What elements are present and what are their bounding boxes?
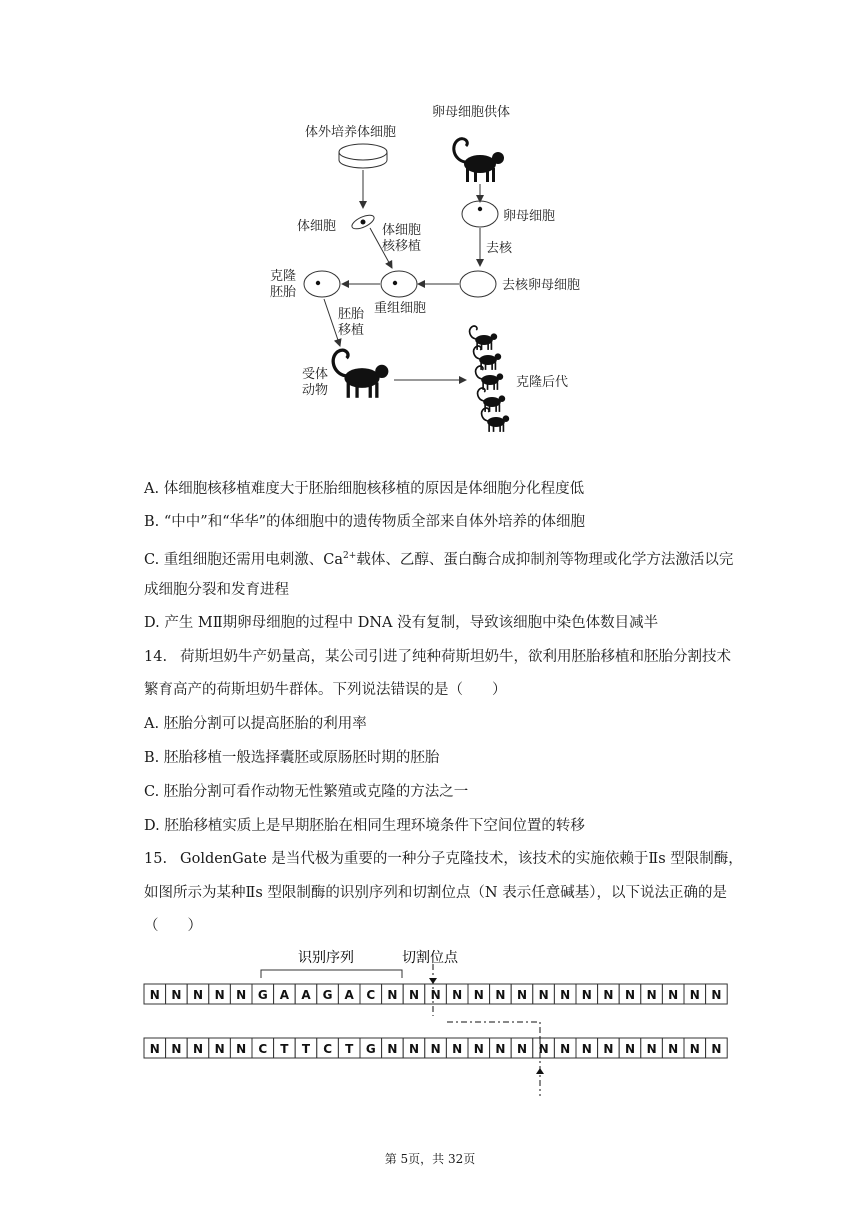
- label-embryo-1: 克隆: [270, 269, 297, 284]
- bottom-cut-arrow-icon: [536, 1068, 544, 1074]
- top-strand-base: A: [301, 988, 311, 1002]
- label-culture: 体外培养体细胞: [305, 125, 397, 140]
- top-strand-base: N: [689, 988, 700, 1002]
- top-strand-base: N: [711, 988, 722, 1002]
- bottom-strand-base: T: [345, 1042, 354, 1056]
- label-nt-1: 体细胞: [382, 223, 422, 238]
- bottom-strand-base: N: [581, 1042, 592, 1056]
- top-strand-base: N: [495, 988, 506, 1002]
- label-et-1: 胚胎: [338, 307, 365, 322]
- top-strand-base: C: [366, 988, 376, 1002]
- label-embryo-2: 胚胎: [270, 285, 297, 300]
- bottom-strand-base: N: [452, 1042, 463, 1056]
- q13-option-c-pre: C. 重组细胞还需用电刺激、Ca: [144, 551, 344, 568]
- label-somatic-cell: 体细胞: [297, 219, 337, 234]
- top-strand-base: G: [257, 988, 268, 1002]
- q13-option-c-line2: 成细胞分裂和发育进程: [144, 582, 289, 598]
- bottom-strand-base: N: [538, 1042, 549, 1056]
- bottom-strand-base: N: [603, 1042, 614, 1056]
- bottom-strand-base: N: [560, 1042, 571, 1056]
- somatic-cell-icon: [350, 212, 376, 231]
- page-footer: 第 5页，共 32页: [384, 1152, 476, 1166]
- bottom-strand-base: G: [365, 1042, 376, 1056]
- bottom-strand-base: N: [495, 1042, 506, 1056]
- bottom-strand-base: N: [171, 1042, 182, 1056]
- bottom-strand-base: N: [668, 1042, 679, 1056]
- top-strand-base: N: [624, 988, 636, 1002]
- q14-option-a: A. 胚胎分割可以提高胚胎的利用率: [144, 716, 367, 732]
- q14-option-d: D. 胚胎移植实质上是早期胚胎在相同生理环境条件下空间位置的转移: [144, 818, 585, 834]
- top-strand-base: N: [452, 988, 463, 1002]
- top-strand: [144, 984, 727, 1004]
- enucleated-oocyte-icon: [460, 271, 496, 297]
- bottom-strand-base: N: [624, 1042, 636, 1056]
- q13-option-d: D. 产生 MⅡ期卵母细胞的过程中 DNA 没有复制，导致该细胞中染色体数目减半: [144, 615, 659, 631]
- top-strand-base: N: [603, 988, 614, 1002]
- bottom-strand-base: N: [408, 1042, 420, 1056]
- top-strand-base: N: [214, 988, 225, 1002]
- bottom-strand-base: C: [323, 1042, 333, 1056]
- top-strand-base: A: [279, 988, 290, 1002]
- label-offspring: 克隆后代: [516, 375, 569, 390]
- cloning-diagram: [270, 92, 610, 440]
- bottom-strand-base: N: [236, 1042, 247, 1056]
- top-strand-base: N: [149, 988, 160, 1002]
- bottom-strand-base: N: [430, 1042, 441, 1056]
- cut-label: 切割位点: [402, 950, 458, 966]
- bottom-strand-base: C: [258, 1042, 268, 1056]
- top-strand-base: N: [387, 988, 398, 1002]
- q15-stem-line3: （ ）: [144, 918, 202, 934]
- q14-option-c: C. 胚胎分割可看作动物无性繁殖或克隆的方法之一: [144, 784, 469, 800]
- label-nt-2: 核移植: [382, 239, 422, 254]
- label-donor: 卵母细胞供体: [432, 105, 511, 120]
- bottom-strand: [144, 1038, 727, 1058]
- top-strand-base: N: [538, 988, 549, 1002]
- restriction-site-diagram: [140, 942, 740, 1100]
- label-enucleated-oocyte: 去核卵母细胞: [502, 278, 581, 293]
- monkey-offspring-icon: [470, 326, 510, 432]
- monkey-donor-icon: [454, 139, 504, 182]
- q13-option-c-sup: 2+: [343, 551, 357, 561]
- top-strand-base: A: [344, 988, 354, 1002]
- top-strand-base: N: [171, 988, 182, 1002]
- label-enucleate: 去核: [486, 241, 513, 256]
- top-strand-base: N: [560, 988, 571, 1002]
- recognition-label: 识别序列: [298, 950, 354, 966]
- recognition-bracket: [261, 970, 402, 978]
- label-reconstructed: 重组细胞: [374, 301, 427, 316]
- q15-stem-text: GoldenGate 是当代极为重要的一种分子克隆技术，该技术的实施依赖于Ⅱs 型限制酶，: [180, 851, 743, 867]
- q14-stem-line1: [144, 646, 731, 668]
- top-strand-base: G: [322, 988, 333, 1002]
- cloned-embryo-icon: [304, 271, 340, 297]
- q13-option-b: B. “中中”和“华华”的体细胞中的遗传物质全部来自体外培养的体细胞: [144, 514, 586, 530]
- label-oocyte: 卵母细胞: [503, 209, 556, 224]
- q15-stem-line2: 如图所示为某种Ⅱs 型限制酶的识别序列和切割位点（N 表示任意碱基），以下说法正确的是: [144, 885, 727, 901]
- petri-dish-icon: [339, 144, 387, 168]
- top-strand-base: N: [236, 988, 247, 1002]
- stagger-line: [447, 1022, 540, 1038]
- bottom-strand-base: N: [214, 1042, 225, 1056]
- top-cut-arrow-icon: [429, 978, 437, 984]
- top-strand-base: N: [516, 988, 528, 1002]
- q14-number: 14.: [144, 649, 168, 665]
- q13-option-c: [144, 545, 733, 571]
- reconstructed-cell-icon: [381, 271, 417, 297]
- bottom-strand-base: N: [646, 1042, 657, 1056]
- restriction-site-svg: [140, 942, 740, 1100]
- bottom-strand-base: N: [516, 1042, 528, 1056]
- top-strand-base: N: [646, 988, 657, 1002]
- q14-stem-line2: 繁育高产的荷斯坦奶牛群体。下列说法错误的是（ ）: [144, 682, 507, 698]
- label-recipient-1: 受体: [302, 367, 329, 382]
- q13-option-a: A. 体细胞核移植难度大于胚胎细胞核移植的原因是体细胞分化程度低: [144, 481, 585, 497]
- cloning-diagram-svg: [270, 92, 610, 440]
- oocyte-icon: [462, 201, 498, 227]
- top-strand-base: N: [192, 988, 204, 1002]
- bottom-strand-base: T: [301, 1042, 311, 1056]
- q13-option-c-post: 载体、乙醇、蛋白酶合成抑制剂等物理或化学方法激活以完: [356, 551, 734, 568]
- q14-stem-text: 荷斯坦奶牛产奶量高，某公司引进了纯种荷斯坦奶牛，欲利用胚胎移植和胚胎分割技术: [180, 649, 731, 665]
- bottom-strand-base: N: [689, 1042, 700, 1056]
- bottom-strand-base: N: [387, 1042, 398, 1056]
- top-strand-base: N: [473, 988, 484, 1002]
- top-strand-base: N: [581, 988, 592, 1002]
- bottom-strand-base: T: [280, 1042, 289, 1056]
- top-strand-base: N: [408, 988, 420, 1002]
- q15-stem-line1: [144, 848, 743, 870]
- label-recipient-2: 动物: [302, 383, 329, 398]
- bottom-strand-base: N: [149, 1042, 160, 1056]
- label-et-2: 移植: [338, 323, 365, 338]
- q14-option-b: B. 胚胎移植一般选择囊胚或原肠胚时期的胚胎: [144, 750, 440, 766]
- q15-number: 15.: [144, 851, 168, 867]
- top-strand-base: N: [668, 988, 679, 1002]
- bottom-strand-base: N: [711, 1042, 722, 1056]
- top-strand-base: N: [430, 988, 441, 1002]
- bottom-strand-base: N: [473, 1042, 484, 1056]
- bottom-strand-base: N: [192, 1042, 204, 1056]
- monkey-recipient-icon: [333, 350, 388, 398]
